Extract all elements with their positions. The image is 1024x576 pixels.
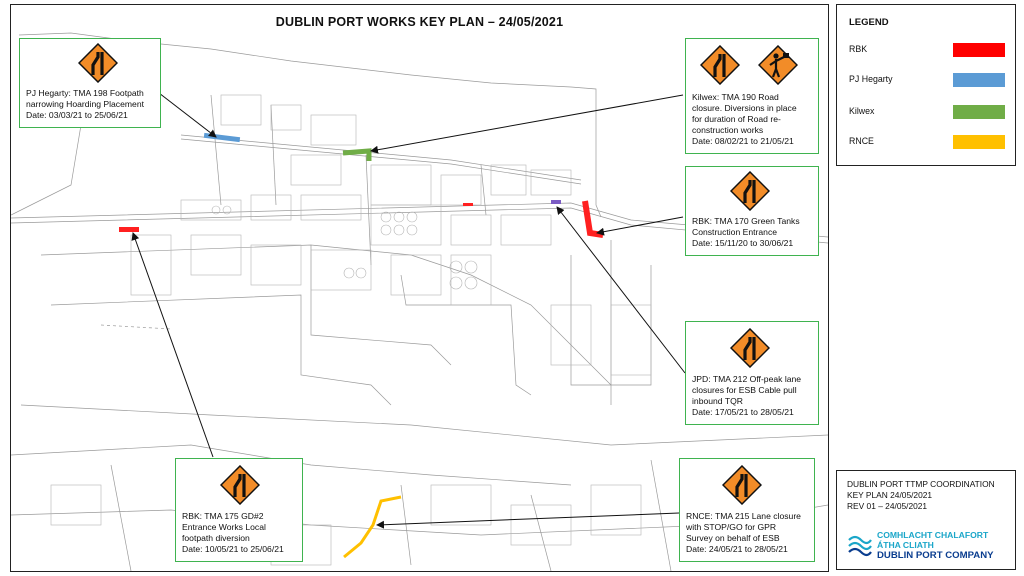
callout-line: Entrance Works Local bbox=[182, 522, 266, 532]
callout-line: Kilwex: TMA 190 Road bbox=[692, 92, 779, 102]
title-block-line: REV 01 – 24/05/2021 bbox=[847, 501, 928, 511]
title-block-line: KEY PLAN 24/05/2021 bbox=[847, 490, 933, 500]
legend-item-label: PJ Hegarty bbox=[849, 74, 893, 84]
callout-line: for duration of Road re- bbox=[692, 114, 781, 124]
lane-merge-sign-icon bbox=[700, 45, 740, 85]
callout-line: construction works bbox=[692, 125, 764, 135]
callout-line: Date: 17/05/21 to 28/05/21 bbox=[692, 407, 794, 417]
legend-item-rnce bbox=[849, 135, 1009, 149]
callout-line: inbound TQR bbox=[692, 396, 743, 406]
lane-merge-sign-icon bbox=[722, 465, 762, 505]
legend-title: LEGEND bbox=[849, 17, 889, 28]
callout-kilwex[interactable] bbox=[685, 38, 819, 154]
logo-line-3: DUBLIN PORT COMPANY bbox=[877, 550, 994, 561]
callout-line: Date: 10/05/21 to 25/06/21 bbox=[182, 544, 284, 554]
rbk-170-works-marker[interactable] bbox=[585, 201, 603, 235]
callout-rnce-215[interactable] bbox=[679, 458, 815, 562]
flagger-sign-icon bbox=[758, 45, 798, 85]
callout-line: Construction Entrance bbox=[692, 227, 778, 237]
callout-line: RNCE: TMA 215 Lane closure bbox=[686, 511, 801, 521]
pj-hegarty-leader-arrow bbox=[159, 93, 216, 137]
callout-line: narrowing Hoarding Placement bbox=[26, 99, 144, 109]
rbk-175-leader-arrow bbox=[133, 233, 213, 457]
callout-pj-hegarty[interactable] bbox=[19, 38, 161, 128]
rnce-215-works-marker[interactable] bbox=[344, 497, 401, 557]
callout-line: closure. Diversions in place bbox=[692, 103, 797, 113]
dublin-port-logo bbox=[847, 528, 1007, 564]
rnce-215-leader-arrow bbox=[377, 513, 679, 525]
callout-line: PJ Hegarty: TMA 198 Footpath bbox=[26, 88, 144, 98]
legend-item-label: RNCE bbox=[849, 136, 874, 146]
legend-item-label: Kilwex bbox=[849, 106, 875, 116]
rbk-170-leader-arrow bbox=[597, 217, 683, 233]
title-block-line: DUBLIN PORT TTMP COORDINATION bbox=[847, 479, 995, 489]
legend-item-label: RBK bbox=[849, 44, 868, 54]
callout-line: Date: 15/11/20 to 30/06/21 bbox=[692, 238, 794, 248]
pj-hegarty-works-marker[interactable] bbox=[204, 133, 240, 142]
logo-line-1: COMHLACHT CHALAFORT bbox=[877, 530, 989, 540]
callout-jpd-212[interactable] bbox=[685, 321, 819, 425]
jpd-212-leader-arrow bbox=[557, 207, 685, 373]
callout-line: Date: 08/02/21 to 21/05/21 bbox=[692, 136, 794, 146]
legend-swatch bbox=[953, 135, 1005, 149]
legend-swatch bbox=[953, 73, 1005, 87]
legend-item-rbk bbox=[849, 43, 1009, 57]
rbk-minor-works-marker[interactable] bbox=[463, 203, 473, 206]
rbk-175-works-marker[interactable] bbox=[119, 227, 139, 232]
lane-merge-sign-icon bbox=[220, 465, 260, 505]
kilwex-leader-arrow bbox=[371, 95, 683, 151]
callout-line: Date: 03/03/21 to 25/06/21 bbox=[26, 110, 128, 120]
callout-line: Survey on behalf of ESB bbox=[686, 533, 780, 543]
callout-line: Date: 24/05/21 to 28/05/21 bbox=[686, 544, 788, 554]
callout-rbk-170[interactable] bbox=[685, 166, 819, 256]
lane-merge-sign-icon bbox=[730, 328, 770, 368]
legend-item-kilwex bbox=[849, 105, 1009, 119]
map-title: DUBLIN PORT WORKS KEY PLAN – 24/05/2021 bbox=[275, 15, 564, 29]
callout-line: closures for ESB Cable pull bbox=[692, 385, 797, 395]
legend-item-pj-hegarty bbox=[849, 73, 1009, 87]
legend-panel bbox=[836, 4, 1016, 166]
logo-line-2: ÁTHA CLIATH bbox=[877, 540, 934, 550]
callout-rbk-175[interactable] bbox=[175, 458, 303, 562]
jpd-212-works-marker[interactable] bbox=[551, 200, 561, 204]
callout-line: RBK: TMA 170 Green Tanks bbox=[692, 216, 800, 226]
legend-swatch bbox=[953, 43, 1005, 57]
lane-merge-sign-icon bbox=[730, 171, 770, 211]
legend-swatch bbox=[953, 105, 1005, 119]
callout-line: footpath diversion bbox=[182, 533, 250, 543]
lane-merge-sign-icon bbox=[78, 43, 118, 83]
callout-line: JPD: TMA 212 Off-peak lane bbox=[692, 374, 802, 384]
map-panel[interactable] bbox=[10, 4, 829, 572]
callout-line: with STOP/GO for GPR bbox=[686, 522, 777, 532]
title-block bbox=[836, 470, 1016, 570]
callout-line: RBK: TMA 175 GD#2 bbox=[182, 511, 264, 521]
wave-logo-icon bbox=[847, 532, 873, 560]
